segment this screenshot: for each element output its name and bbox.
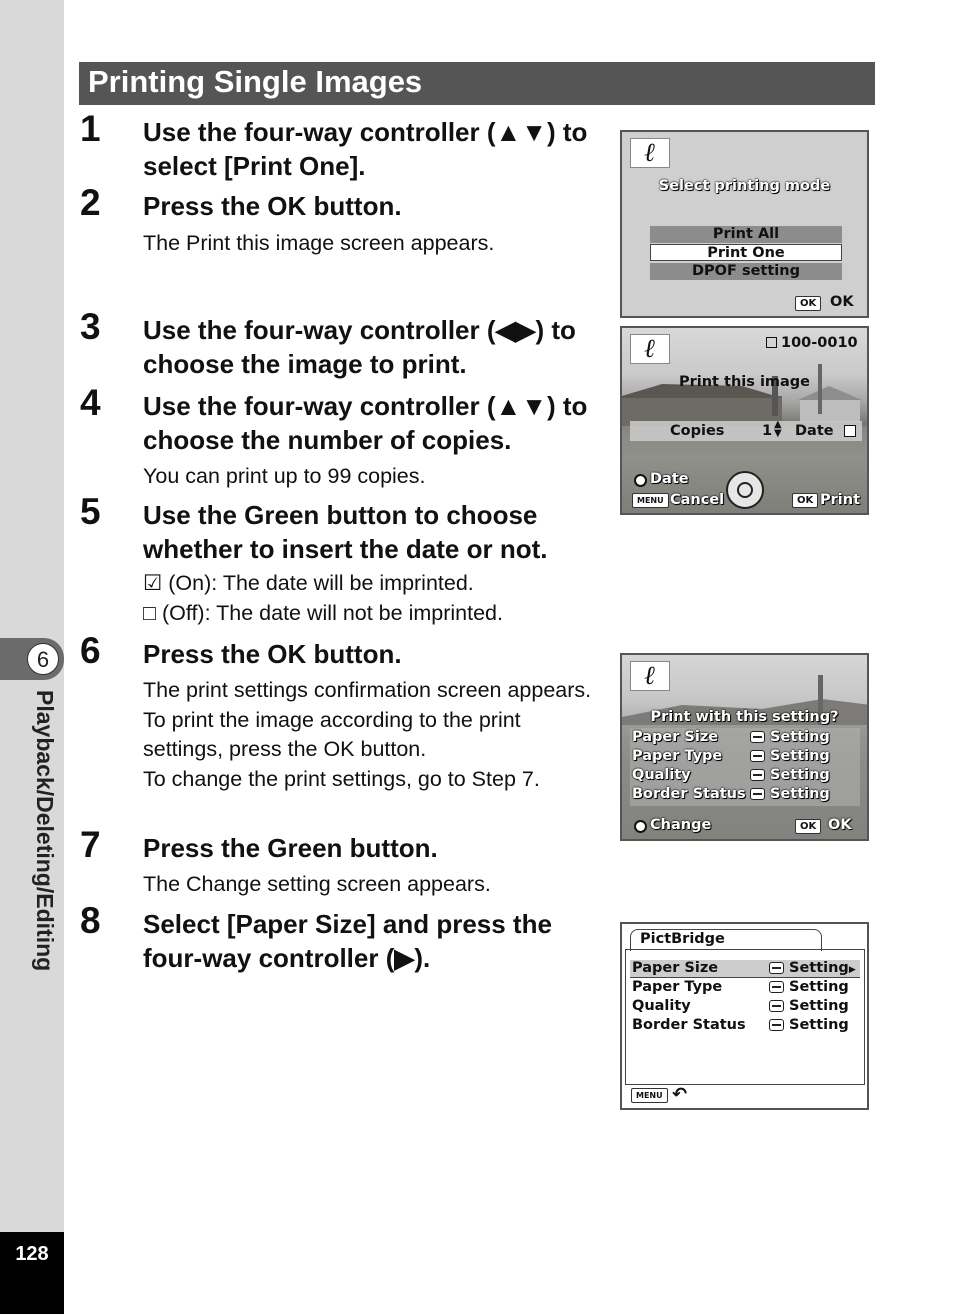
chapter-number: 6 (27, 643, 59, 675)
up-down-arrows-icon: ▲ ▼ (774, 419, 782, 439)
green-button-label: Change (650, 817, 712, 833)
chapter-label: Playback/Deleting/Editing (32, 690, 58, 972)
step-number: 5 (80, 491, 101, 532)
camera-screen-print-image (620, 326, 869, 515)
copies-label: Copies (670, 423, 725, 439)
step-body: You can print up to 99 copies. (143, 464, 426, 488)
screen-heading: Print this image (678, 374, 811, 390)
ok-button-icon: OK (792, 493, 818, 508)
date-off-option: □ (Off): The date will not be imprinted. (143, 601, 503, 625)
step-title: Press the OK button. (143, 191, 402, 221)
step-title: Use the four-way controller (▲▼) to select [Print One]. (143, 117, 588, 181)
right-arrow-icon: ▶ (848, 965, 856, 975)
ok-label: OK (830, 294, 854, 310)
section-title: Printing Single Images (88, 64, 423, 99)
camera-screen-pictbridge: PictBridge Paper Size Setting▶ Paper Type Setting Quality Setting Border Status Setting MENU ↶ (620, 922, 869, 1110)
step-number: 8 (80, 900, 101, 941)
step-number: 2 (80, 182, 101, 223)
screen-heading: Print with this setting? (650, 709, 839, 725)
menu-item-print-all[interactable]: Print All (650, 226, 842, 243)
menu-item-print-one[interactable]: Print One (650, 244, 842, 261)
page-number: 128 (15, 1243, 49, 1265)
printer-icon (750, 788, 765, 800)
setting-label[interactable]: Quality (632, 998, 691, 1014)
ok-label: OK (828, 817, 852, 833)
setting-label: Border Status (632, 786, 746, 802)
checked-box-icon: ☑ (143, 571, 163, 595)
menu-button-icon: MENU (631, 1088, 668, 1103)
step-number: 3 (80, 306, 101, 347)
back-arrow-icon: ↶ (672, 1084, 688, 1105)
camera-screen-confirm-settings: ℓ Print with this setting? Paper Size Setting Paper Type Setting Quality Setting Border Status Setting Change OK OK (620, 653, 869, 841)
green-button-icon (634, 820, 647, 833)
copies-value[interactable]: 1 (762, 423, 773, 439)
step-title: Use the four-way controller (▲▼) to choose the number of copies. (143, 391, 588, 455)
step-number: 6 (80, 630, 101, 671)
setting-label[interactable]: Border Status (632, 1017, 746, 1033)
date-label: Date (795, 423, 834, 439)
setting-label: Paper Size (632, 729, 719, 745)
step-number: 1 (80, 108, 101, 149)
date-checkbox[interactable] (844, 425, 856, 437)
setting-label: Quality (632, 767, 691, 783)
menu-item-dpof-setting[interactable]: DPOF setting (650, 263, 842, 280)
step-body: The Change setting screen appears. (143, 872, 491, 896)
printer-icon (750, 750, 765, 762)
ok-button-icon: OK (795, 296, 821, 311)
setting-label: Paper Type (632, 748, 723, 764)
printer-icon (769, 962, 784, 974)
pictbridge-logo-icon: ℓ (630, 138, 670, 168)
step-title: Press the Green button. (143, 833, 438, 863)
camera-screen-print-mode (620, 130, 869, 318)
screen-heading: Select printing mode (658, 178, 831, 194)
step-number: 7 (80, 824, 101, 865)
print-label: Print (820, 492, 861, 508)
menu-button-icon: MENU (632, 493, 669, 508)
green-button-icon (634, 474, 647, 487)
folder-icon (766, 337, 777, 348)
step-body: The print settings confirmation screen appears. To print the image according to the print settings, press the OK button. To change the print settings, go to Step 7. (143, 678, 592, 791)
step-number: 4 (80, 382, 101, 423)
empty-box-icon: □ (143, 601, 156, 625)
printer-icon (750, 731, 765, 743)
four-way-controller-icon (726, 471, 764, 509)
setting-label[interactable]: Paper Type (632, 979, 723, 995)
setting-label[interactable]: Paper Size (632, 960, 719, 976)
file-number: 100-0010 (766, 335, 858, 351)
step-title: Select [Paper Size] and press the four-way controller (▶). (143, 909, 552, 973)
step-title: Use the four-way controller (◀▶) to choose the image to print. (143, 315, 576, 379)
step-body: The Print this image screen appears. (143, 231, 495, 255)
printer-icon (769, 981, 784, 993)
printer-icon (769, 1000, 784, 1012)
green-button-label: Date (650, 471, 689, 487)
pictbridge-tab-label: PictBridge (640, 931, 725, 947)
cancel-label: Cancel (670, 492, 725, 508)
date-on-option: ☑ (On): The date will be imprinted. (143, 571, 474, 595)
pictbridge-logo-icon: ℓ (630, 661, 670, 691)
step-title: Press the OK button. (143, 639, 402, 669)
printer-icon (750, 769, 765, 781)
pictbridge-logo-icon: ℓ (630, 334, 670, 364)
step-title: Use the Green button to choose whether to insert the date or not. (143, 500, 548, 564)
printer-icon (769, 1019, 784, 1031)
ok-button-icon: OK (795, 819, 821, 834)
